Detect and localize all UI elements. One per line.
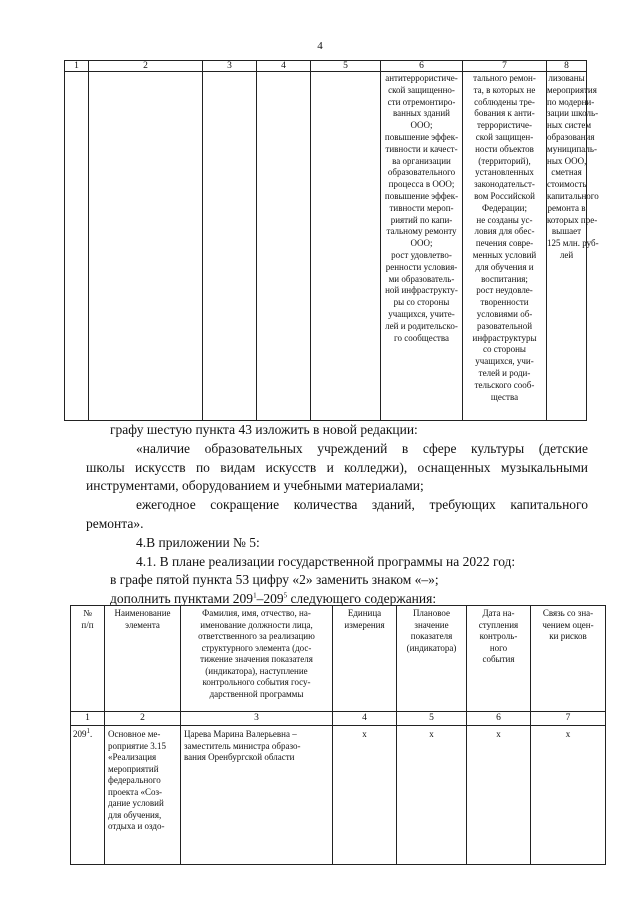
text-line: ных ООО, [547, 155, 587, 166]
text-line: рост удовлетво- [391, 249, 452, 260]
event-date-cell: x [467, 726, 531, 865]
col-number: 2 [89, 61, 203, 72]
table-cell [203, 72, 257, 421]
text-line: Царева Марина Валерьевна – [184, 729, 297, 739]
text-line: структурного элемента (дос- [201, 642, 312, 653]
row-number: $209^1$. [71, 726, 105, 865]
paragraph: дополнить пунктами $209^1-209^5$ следующего содержания: [110, 591, 437, 606]
text-line: ООО; [410, 238, 433, 249]
quoted-paragraph [86, 440, 588, 496]
text-line: ки рисков [549, 631, 587, 641]
text-line: ООО; [410, 120, 433, 131]
text-line: ежегодное сокращение количества зданий, требующих капитального [136, 497, 588, 512]
column-number-row [65, 61, 587, 72]
text-line: вания Оренбургской области [184, 752, 295, 762]
paragraph: 4.1. В плане реализации государственной программы на 2022 год: [136, 554, 516, 569]
text-line: Наименование [114, 608, 171, 618]
problem-cell [463, 72, 547, 421]
text-line: ры со стороны [393, 297, 450, 308]
text-line: роприятие 3.15 [108, 740, 167, 751]
text-line: ступления [478, 619, 519, 630]
text-line: лей и родительско- [385, 320, 458, 331]
col-number: 7 [531, 712, 606, 726]
text-line: соблюдены тре- [474, 96, 535, 107]
table-cell [257, 72, 311, 421]
col-number: 7 [463, 61, 547, 72]
column-number-row [71, 712, 606, 726]
element-name-cell [105, 726, 181, 865]
col-number: 1 [65, 61, 89, 72]
text-line: Связь со зна- [542, 608, 594, 618]
text-line: законодательст- [474, 179, 535, 190]
text-line: тельского сооб- [474, 379, 535, 390]
page-number: 4 [317, 40, 323, 52]
text-line: антитеррористиче- [385, 73, 458, 83]
table-row [71, 726, 606, 865]
text-line: заместитель министра образо- [184, 740, 301, 751]
text-line: повышение эффек- [384, 190, 459, 201]
text-line: инфраструктуры [472, 332, 537, 343]
paragraph: графу шестую пункта 43 изложить в новой редакции: [110, 422, 418, 437]
text-line: капитального [547, 190, 599, 201]
table-row [65, 72, 587, 421]
text-line: инструментами, оборудованием и учебными материалами; [86, 478, 424, 494]
text-line: проекта «Соз- [108, 786, 163, 797]
text-line: менных условий [472, 249, 537, 260]
text-line: рост неудовле- [476, 285, 533, 296]
text-line: образовательного [387, 167, 456, 178]
text-line: именование должности лица, [200, 619, 313, 630]
col-number: 5 [311, 61, 381, 72]
text-line: процесса в ООО; [388, 179, 455, 190]
text-line: учащихся, учи- [475, 356, 534, 367]
col-number: 3 [181, 712, 333, 726]
text-line: установленных [475, 167, 534, 178]
header-row [71, 606, 606, 712]
continuation-table [64, 60, 599, 421]
text-line: сметная [551, 167, 582, 178]
plan-value-cell: x [397, 726, 467, 865]
text-line: ренности условия- [385, 261, 458, 272]
text-line: (территорий), [478, 155, 531, 166]
text-line: контрольного события госу- [202, 677, 311, 687]
text-line: Основное ме- [108, 729, 161, 739]
text-line: школы искусств по видам искусств и колледжи), оснащенных музыкальными [86, 459, 588, 475]
text-line: Федерации; [481, 202, 527, 213]
col-number: 1 [71, 712, 105, 726]
header-cell [71, 606, 105, 712]
text-line: зации школь- [547, 108, 599, 119]
unit-cell: x [333, 726, 397, 865]
text-line: бования к анти- [474, 108, 535, 119]
text-line: условиями об- [476, 308, 533, 319]
text-line: чением оцен- [542, 619, 594, 630]
text-line: «Реализация [108, 752, 157, 762]
text-line: для обучения, [108, 809, 162, 820]
text-line: риятий по капи- [390, 214, 453, 225]
header-cell [333, 606, 397, 712]
col-number: 8 [547, 61, 587, 72]
text-line: ности объектов [475, 143, 534, 154]
text-line: ответственного за реализацию [198, 631, 315, 641]
text-line: события [482, 654, 515, 664]
text-line: отдыха и оздо- [108, 821, 165, 831]
text-line: (индикатора), наступление [205, 665, 308, 676]
text-line: телей и роди- [478, 367, 531, 378]
text-line: для обучения и [475, 261, 534, 272]
text-line: стоимость [547, 179, 587, 190]
text-line: ной инфраструкту- [385, 285, 458, 296]
table-cell [65, 72, 89, 421]
text-line: контроль- [479, 631, 518, 641]
text-line: которых пре- [547, 214, 598, 225]
text-line: значение [414, 619, 449, 630]
text-line: ми образователь- [388, 273, 455, 284]
text-line: щества [490, 391, 519, 402]
header-cell [105, 606, 181, 712]
text-line: лей [559, 249, 574, 260]
col-number: 6 [467, 712, 531, 726]
header-cell [397, 606, 467, 712]
text-line: ремонта в [547, 202, 586, 213]
result-cell [381, 72, 463, 421]
text-line: не созданы ус- [476, 214, 533, 225]
text-line: учащихся, учите- [388, 308, 455, 319]
text-line: ного [489, 642, 508, 653]
text-line: Единица [347, 608, 382, 618]
col-number: 6 [381, 61, 463, 72]
text-line: п/п [81, 619, 94, 630]
text-line: ва организации [392, 155, 451, 166]
text-line: разовательной [476, 320, 533, 331]
table-cell [89, 72, 203, 421]
text-line: дарственной программы [209, 688, 304, 699]
text-line: элемента [125, 619, 160, 630]
paragraph: в графе пятой пункта 53 цифру «2» заменить знаком «–»; [110, 572, 439, 587]
col-number: 5 [397, 712, 467, 726]
col-number: 2 [105, 712, 181, 726]
text-line: тальному ремонту [386, 226, 457, 237]
text-line: го сообщества [394, 332, 449, 343]
text-line: тижение значения показателя [200, 654, 313, 664]
text-line: ловия для обес- [474, 226, 535, 237]
text-line: тального ремон- [473, 73, 536, 83]
text-line: ремонта». [86, 515, 144, 531]
text-line: Дата на- [482, 608, 515, 618]
text-line: вышает [551, 226, 582, 237]
text-line: тивности и качест- [385, 143, 458, 154]
text-line: сти отремонтиро- [387, 96, 456, 107]
header-cell [531, 606, 606, 712]
plan-table [70, 605, 606, 865]
responsible-cell [181, 726, 333, 865]
section-heading: 4.В приложении № 5: [136, 535, 260, 550]
col-number: 3 [203, 61, 257, 72]
text-line: Плановое [412, 608, 451, 618]
text-line: по модерни- [547, 96, 595, 107]
text-line: ванных зданий [393, 108, 450, 119]
text-line: вом Российской [474, 190, 535, 201]
text-line: тивности мероп- [389, 202, 454, 213]
text-line: мероприятий [108, 763, 159, 774]
text-line: со стороны [483, 344, 526, 355]
text-line: № [83, 608, 92, 618]
text-line: муниципаль- [547, 143, 597, 154]
text-line: повышение эффек- [384, 131, 459, 142]
text-line: воспитания; [481, 273, 528, 284]
risk-link-cell: x [531, 726, 606, 865]
header-cell [181, 606, 333, 712]
text-line: мероприятия [547, 84, 597, 95]
text-line: творенности [480, 297, 529, 308]
quoted-paragraph-end [86, 496, 588, 533]
text-line: (индикатора) [406, 642, 457, 653]
text-line: печения совре- [475, 238, 534, 249]
header-cell [467, 606, 531, 712]
text-line: федерального [108, 775, 161, 785]
text-line: ской защищен- [475, 131, 534, 142]
col-number: 4 [333, 712, 397, 726]
table-cell [311, 72, 381, 421]
text-line: лизованы [548, 73, 585, 83]
text-line: террористиче- [476, 120, 532, 131]
text-line: ской защищенно- [388, 84, 455, 95]
text-line: дание условий [108, 798, 164, 808]
text-line: показателя [410, 631, 453, 641]
text-line: ных систем [547, 120, 592, 131]
col-number: 4 [257, 61, 311, 72]
indicator-cell [547, 72, 599, 421]
text-line: измерения [344, 619, 385, 630]
text-line: «наличие образовательных учреждений в сфере культуры (детские [136, 441, 588, 456]
text-line: Фамилия, имя, отчество, на- [202, 608, 311, 618]
text-line: та, в которых не [473, 84, 536, 95]
text-line: образования [547, 131, 595, 142]
text-line: 125 млн. руб- [547, 238, 599, 249]
